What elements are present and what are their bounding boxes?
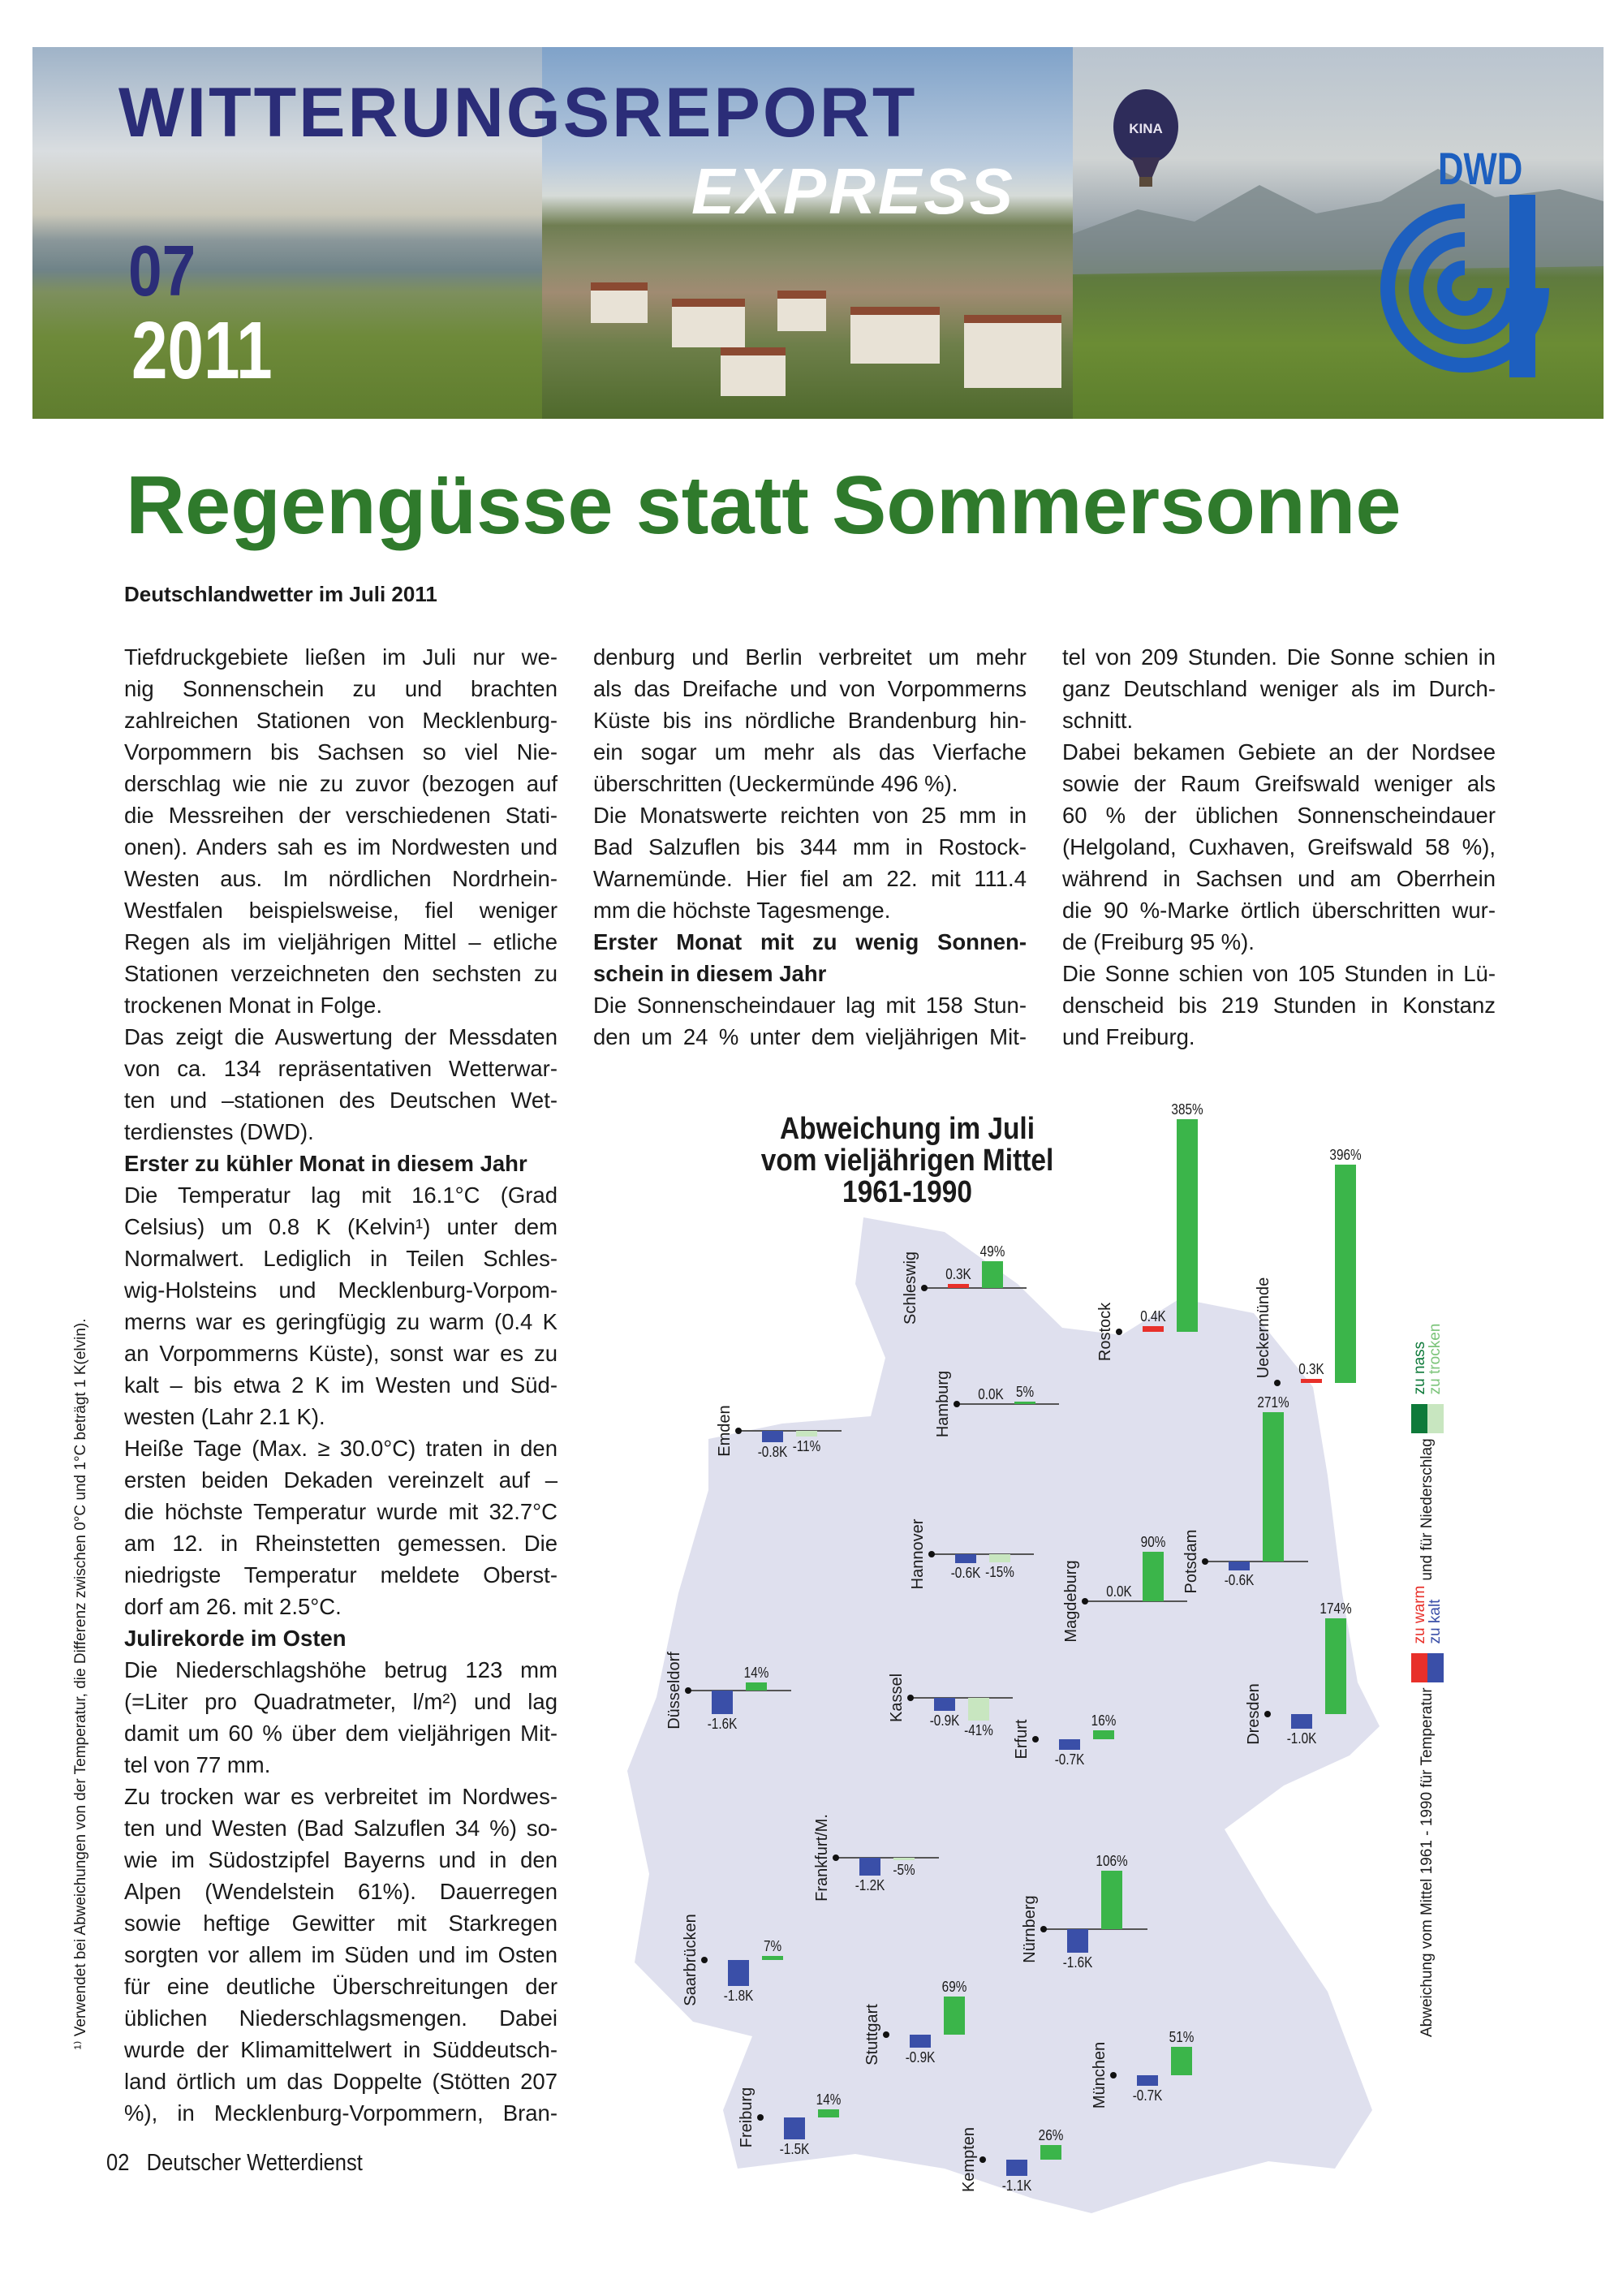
- text-line: Dabei bekamen Gebiete an der Nordsee: [1062, 739, 1496, 765]
- text-line: sowie heftige Gewitter mit Starkregen: [124, 1910, 558, 1936]
- temperature-label: 0.4K: [1140, 1307, 1166, 1325]
- temperature-bar: [859, 1858, 880, 1876]
- station-name: Frankfurt/M.: [813, 1814, 831, 1902]
- station-name: Freiburg: [738, 2087, 756, 2148]
- balloon-text: KINA: [1129, 121, 1163, 136]
- temperature-label: 0.0K: [978, 1386, 1004, 1402]
- temperature-bar: [1059, 1739, 1080, 1750]
- temperature-bar: [910, 2035, 931, 2048]
- map-title-line: 1961-1990: [842, 1175, 972, 1209]
- temperature-bar: [1006, 2160, 1027, 2176]
- text-line: Die Temperatur lag mit 16.1°C (Grad: [124, 1182, 558, 1208]
- issue-year: 2011: [131, 305, 273, 396]
- temperature-label: -1.8K: [723, 1988, 754, 2005]
- map-title: [693, 1114, 1121, 1208]
- precipitation-label: 90%: [1140, 1533, 1166, 1550]
- section-heading: Erster zu kühler Monat in diesem Jahr: [124, 1151, 527, 1176]
- station-baseline: [1205, 1561, 1308, 1562]
- station-baseline: [924, 1287, 1027, 1289]
- temperature-label: -1.5K: [779, 2141, 810, 2157]
- text-line: de (Freiburg 95 %).: [1062, 929, 1255, 954]
- legend-warm-swatch: [1411, 1653, 1427, 1682]
- station-name: Hannover: [909, 1518, 927, 1590]
- station-dot: [1082, 1598, 1088, 1605]
- precipitation-label: 174%: [1319, 1600, 1352, 1617]
- legend-temp-swatches: [1411, 1653, 1444, 1682]
- text-line: derschlag wie nie zu zuvor (bezogen auf: [124, 771, 558, 796]
- text-line: Die Sonnenscheindauer lag mit 158 Stun-: [593, 993, 1027, 1018]
- precipitation-label: 16%: [1091, 1712, 1117, 1730]
- precipitation-label: 26%: [1038, 2127, 1064, 2144]
- text-line: ein sogar um mehr als das Vierfache: [593, 739, 1027, 765]
- precipitation-bar: [1143, 1552, 1164, 1601]
- station-dot: [954, 1401, 960, 1407]
- temperature-bar: [712, 1691, 733, 1714]
- text-line: dorf am 26. mit 2.5°C.: [124, 1594, 342, 1619]
- legend-main-label: Abweichung vom Mittel 1961 - 1990 für Temperatur: [1419, 1687, 1436, 2037]
- station-dot: [979, 2156, 986, 2163]
- legend-wet-swatch: [1411, 1404, 1427, 1433]
- temperature-label: -0.8K: [757, 1444, 788, 1461]
- legend-precip-swatches: [1411, 1404, 1444, 1433]
- station-dot: [757, 2114, 764, 2121]
- station-baseline: [1044, 1928, 1147, 1930]
- report-title: WITTERUNGSREPORT: [118, 74, 918, 152]
- map-title-line: Abweichung im Juli: [780, 1112, 1035, 1146]
- temperature-label: 0.3K: [945, 1265, 971, 1282]
- station-dot: [1116, 1329, 1122, 1335]
- precipitation-bar: [982, 1261, 1003, 1288]
- precipitation-bar: [968, 1698, 989, 1721]
- precipitation-bar: [1040, 2145, 1061, 2160]
- text-line: Normalwert. Lediglich in Teilen Schles-: [124, 1246, 558, 1271]
- precipitation-bar: [1263, 1412, 1284, 1562]
- precipitation-label: -5%: [893, 1862, 915, 1879]
- report-subtitle: EXPRESS: [691, 155, 1015, 227]
- station-name: Nürnberg: [1021, 1895, 1039, 1963]
- text-line: Die Sonne schien von 105 Stunden in Lü-: [1062, 961, 1496, 986]
- text-line: Die Monatswerte reichten von 25 mm in: [593, 803, 1027, 828]
- temperature-bar: [1301, 1379, 1322, 1383]
- text-line: und Freiburg.: [1062, 1024, 1195, 1049]
- precipitation-bar: [989, 1554, 1010, 1562]
- station-name: Schleswig: [902, 1251, 919, 1325]
- text-line: westen (Lahr 2.1 K).: [124, 1404, 325, 1429]
- text-line: für eine deutliche Überschreitungen der: [124, 1974, 558, 1999]
- precipitation-bar: [1325, 1618, 1346, 1714]
- text-line: Alpen (Wendelstein 61%). Dauerregen: [124, 1879, 558, 1904]
- section-heading: Erster Monat mit zu wenig Sonnen-: [593, 929, 1027, 954]
- text-line: den um 24 % unter dem vieljährigen Mit-: [593, 1024, 1027, 1049]
- temperature-label: -1.1K: [1001, 2177, 1032, 2194]
- station-baseline: [738, 1430, 842, 1432]
- precipitation-label: 51%: [1169, 2029, 1195, 2046]
- precipitation-bar: [944, 1997, 965, 2035]
- station-name: München: [1091, 2041, 1109, 2109]
- text-line: Das zeigt die Auswertung der Messdaten: [124, 1024, 558, 1049]
- legend-dry-swatch: [1427, 1404, 1444, 1433]
- text-line: tel von 77 mm.: [124, 1752, 271, 1777]
- temperature-label: -0.6K: [950, 1564, 981, 1581]
- precipitation-bar: [1093, 1730, 1114, 1739]
- temperature-label: -1.2K: [855, 1876, 885, 1893]
- temperature-bar: [934, 1698, 955, 1711]
- text-line: Zu trocken war es verbreitet im Nordwes-: [124, 1784, 558, 1809]
- text-line: %), in Mecklenburg-Vorpommern, Bran-: [124, 2100, 558, 2126]
- text-line: trockenen Monat in Folge.: [124, 993, 382, 1018]
- article-subheading: Deutschlandwetter im Juli 2011: [124, 582, 437, 606]
- text-line: Heiße Tage (Max. ≥ 30.0°C) traten in den: [124, 1436, 558, 1461]
- station-baseline: [1085, 1600, 1187, 1602]
- station-dot: [921, 1285, 928, 1291]
- text-line: mm die höchste Tagesmenge.: [593, 898, 891, 923]
- precipitation-label: 69%: [941, 1979, 967, 1996]
- section-heading: Julirekorde im Osten: [124, 1626, 347, 1651]
- issue-month: 07: [128, 230, 196, 311]
- text-line: kalt – bis etwa 2 K im Westen und Süd-: [124, 1372, 558, 1398]
- station-name: Rostock: [1096, 1302, 1114, 1362]
- station-dot: [735, 1428, 742, 1434]
- station-name: Stuttgart: [863, 2004, 881, 2066]
- text-line: am 12. in Rheinstetten gemessen. Die: [124, 1531, 558, 1556]
- temperature-bar: [728, 1960, 749, 1986]
- precipitation-bar: [893, 1858, 915, 1860]
- map-title-line: vom vieljährigen Mittel: [760, 1144, 1054, 1178]
- text-line: Regen als im vieljährigen Mittel – etliche: [124, 929, 558, 954]
- temperature-label: -0.7K: [1132, 2087, 1163, 2104]
- text-line: Die Niederschlagshöhe betrug 123 mm: [124, 1657, 558, 1682]
- precipitation-bar: [1335, 1165, 1356, 1383]
- text-line: 60 % der üblichen Sonnenscheindauer: [1062, 803, 1496, 828]
- legend-dry-label: zu trocken: [1427, 1323, 1444, 1395]
- text-line: Westen aus. Im nördlichen Nordrhein-: [124, 866, 558, 891]
- station-baseline: [688, 1690, 791, 1691]
- temperature-label: -0.9K: [929, 1712, 960, 1730]
- precipitation-bar: [746, 1682, 767, 1691]
- temperature-label: -0.9K: [905, 2049, 936, 2066]
- precipitation-label: 5%: [1015, 1383, 1035, 1400]
- text-line: die Messreihen der verschiedenen Stati-: [124, 803, 558, 828]
- precipitation-label: 106%: [1096, 1852, 1128, 1869]
- text-line: wurde der Klimamittelwert in Süddeutsch-: [124, 2037, 558, 2062]
- precipitation-label: 49%: [979, 1243, 1005, 1260]
- text-line: Celsius) um 0.8 K (Kelvin¹) unter dem: [124, 1214, 558, 1239]
- station-baseline: [911, 1697, 1013, 1699]
- dwd-logo-text: DWD: [1438, 143, 1523, 194]
- text-line: die 90 %-Marke örtlich überschritten wur-: [1062, 898, 1496, 923]
- temperature-bar: [762, 1431, 783, 1442]
- temperature-label: -1.0K: [1286, 1730, 1317, 1747]
- station-dot: [1274, 1380, 1281, 1386]
- text-line: sowie der Raum Greifswald weniger als: [1062, 771, 1496, 796]
- precipitation-label: -15%: [985, 1564, 1014, 1581]
- station-dot: [1264, 1711, 1271, 1717]
- text-line: (=Liter pro Quadratmeter, l/m²) und lag: [124, 1689, 558, 1714]
- text-line: von ca. 134 repräsentativen Wetterwar-: [124, 1056, 558, 1081]
- station-name: Düsseldorf: [665, 1652, 683, 1730]
- station-baseline: [932, 1553, 1034, 1555]
- temperature-bar: [1143, 1326, 1164, 1332]
- text-line: Stationen verzeichneten den sechsten zu: [124, 961, 558, 986]
- text-line: damit um 60 % über dem vieljährigen Mit-: [124, 1721, 558, 1746]
- precipitation-label: 14%: [816, 2091, 842, 2109]
- temperature-bar: [955, 1554, 976, 1563]
- station-dot: [701, 1957, 708, 1963]
- text-line: Vorpommern bis Sachsen so viel Nie-: [124, 739, 558, 765]
- footnote: ¹⁾ Verwendet bei Abweichungen von der Temperatur, die Differenz zwischen 0°C und 1°C beträgt 1 K(elvin).: [72, 1318, 89, 2050]
- text-line: niedrigste Temperatur meldete Oberst-: [124, 1562, 558, 1587]
- precipitation-label: -11%: [792, 1438, 821, 1455]
- text-line: (Helgoland, Cuxhaven, Greifswald 58 %),: [1062, 834, 1496, 859]
- text-line: Küste bis ins nördliche Brandenburg hin-: [593, 708, 1027, 733]
- precipitation-bar: [1177, 1119, 1198, 1332]
- text-line: wig-Holsteins und Mecklenburg-Vorpom-: [124, 1277, 558, 1303]
- temperature-bar: [948, 1284, 969, 1288]
- text-line: Warnemünde. Hier fiel am 22. mit 111.4: [593, 866, 1027, 891]
- station-name: Kassel: [888, 1673, 906, 1723]
- text-line: als das Dreifache und von Vorpommerns: [593, 676, 1027, 701]
- precipitation-bar: [762, 1956, 783, 1960]
- station-baseline: [836, 1857, 939, 1859]
- legend-precip-label: und für Niederschlag: [1419, 1438, 1436, 1581]
- text-line: Westfalen beispielsweise, fiel weniger: [124, 898, 558, 923]
- publisher-name: Deutscher Wetterdienst: [146, 2150, 363, 2176]
- temperature-label: 0.3K: [1298, 1360, 1324, 1377]
- text-line: schnitt.: [1062, 708, 1134, 733]
- temperature-label: -1.6K: [1062, 1954, 1093, 1971]
- station-dot: [1032, 1736, 1039, 1742]
- legend-cold-swatch: [1427, 1653, 1444, 1682]
- text-line: denburg und Berlin verbreitet um mehr: [593, 644, 1027, 670]
- text-line: terdienstes (DWD).: [124, 1119, 314, 1144]
- temperature-bar: [1291, 1714, 1312, 1729]
- precipitation-label: 7%: [763, 1938, 782, 1955]
- station-dot: [1110, 2072, 1117, 2078]
- text-line: wie im Südostzipfel Bayerns und in den: [124, 1847, 558, 1872]
- precipitation-bar: [1171, 2047, 1192, 2075]
- legend-warm-label: zu warm: [1411, 1585, 1428, 1644]
- temperature-bar: [1137, 2075, 1158, 2086]
- station-name: Kempten: [960, 2126, 978, 2193]
- legend-cold-label: zu kalt: [1427, 1599, 1444, 1644]
- station-name: Magdeburg: [1062, 1560, 1080, 1643]
- text-line: Bad Salzuflen bis 344 mm in Rostock-: [593, 834, 1027, 859]
- temperature-label: -0.7K: [1054, 1751, 1085, 1768]
- section-heading: schein in diesem Jahr: [593, 961, 827, 986]
- precipitation-label: 396%: [1329, 1146, 1362, 1163]
- station-name: Potsdam: [1182, 1529, 1200, 1594]
- text-line: ten und Westen (Bad Salzuflen 34 %) so-: [124, 1816, 558, 1841]
- station-dot: [928, 1551, 935, 1557]
- station-name: Saarbrücken: [682, 1914, 700, 2006]
- station-name: Erfurt: [1013, 1719, 1031, 1760]
- precipitation-label: -41%: [964, 1721, 993, 1738]
- text-line: an Vorpommerns Küste), sonst war es zu: [124, 1341, 558, 1366]
- temperature-label: -1.6K: [707, 1715, 738, 1732]
- station-dot: [907, 1695, 914, 1701]
- text-line: onen). Anders sah es im Nordwesten und: [124, 834, 558, 859]
- text-line: merns war es geringfügig zu warm (0.4 K: [124, 1309, 558, 1334]
- text-line: ganz Deutschland weniger als im Durch-: [1062, 676, 1496, 701]
- precipitation-bar: [796, 1431, 817, 1437]
- station-baseline: [957, 1403, 1059, 1405]
- text-line: ersten beiden Dekaden vereinzelt auf –: [124, 1467, 558, 1493]
- text-line: üblichen Niederschlagsmengen. Dabei: [124, 2005, 558, 2031]
- text-line: die höchste Temperatur wurde mit 32.7°C: [124, 1499, 558, 1524]
- text-line: sorgten vor allem im Süden und im Osten: [124, 1942, 558, 1967]
- text-line: ten und –stationen des Deutschen Wet-: [124, 1088, 558, 1113]
- text-line: tel von 209 Stunden. Die Sonne schien in: [1062, 644, 1496, 670]
- text-line: denscheid bis 219 Stunden in Konstanz: [1062, 993, 1496, 1018]
- temperature-bar: [784, 2117, 805, 2139]
- page-number: 02: [106, 2150, 130, 2176]
- precipitation-label: 385%: [1171, 1101, 1203, 1118]
- text-line: nig Sonnenschein zu und brachten: [124, 676, 558, 701]
- station-dot: [685, 1687, 691, 1694]
- map-legend: [1408, 1282, 1447, 2037]
- article-headline: Regengüsse statt Sommersonne: [126, 460, 1401, 551]
- station-dot: [1040, 1926, 1047, 1932]
- precipitation-label: 271%: [1257, 1394, 1289, 1411]
- precipitation-bar: [818, 2109, 839, 2117]
- station-name: Ueckermünde: [1255, 1277, 1272, 1379]
- text-line: land örtlich um das Doppelte (Stötten 207: [124, 2069, 558, 2094]
- text-line: Tiefdruckgebiete ließen im Juli nur we-: [124, 644, 558, 670]
- precipitation-bar: [1014, 1402, 1035, 1404]
- text-line: während in Sachsen und am Oberrhein: [1062, 866, 1496, 891]
- text-line: überschritten (Ueckermünde 496 %).: [593, 771, 958, 796]
- station-name: Dresden: [1245, 1683, 1263, 1745]
- station-dot: [833, 1854, 839, 1861]
- text-line: zahlreichen Stationen von Mecklenburg-: [124, 708, 558, 733]
- precipitation-label: 14%: [743, 1665, 769, 1682]
- legend-wet-label: zu nass: [1411, 1341, 1428, 1395]
- station-name: Emden: [716, 1405, 734, 1457]
- temperature-label: -0.6K: [1224, 1571, 1255, 1588]
- station-name: Hamburg: [934, 1370, 952, 1438]
- precipitation-bar: [1101, 1871, 1122, 1929]
- temperature-bar: [1229, 1562, 1250, 1570]
- temperature-bar: [1067, 1929, 1088, 1953]
- station-dot: [1202, 1558, 1208, 1565]
- temperature-label: 0.0K: [1106, 1583, 1132, 1600]
- station-dot: [883, 2031, 889, 2038]
